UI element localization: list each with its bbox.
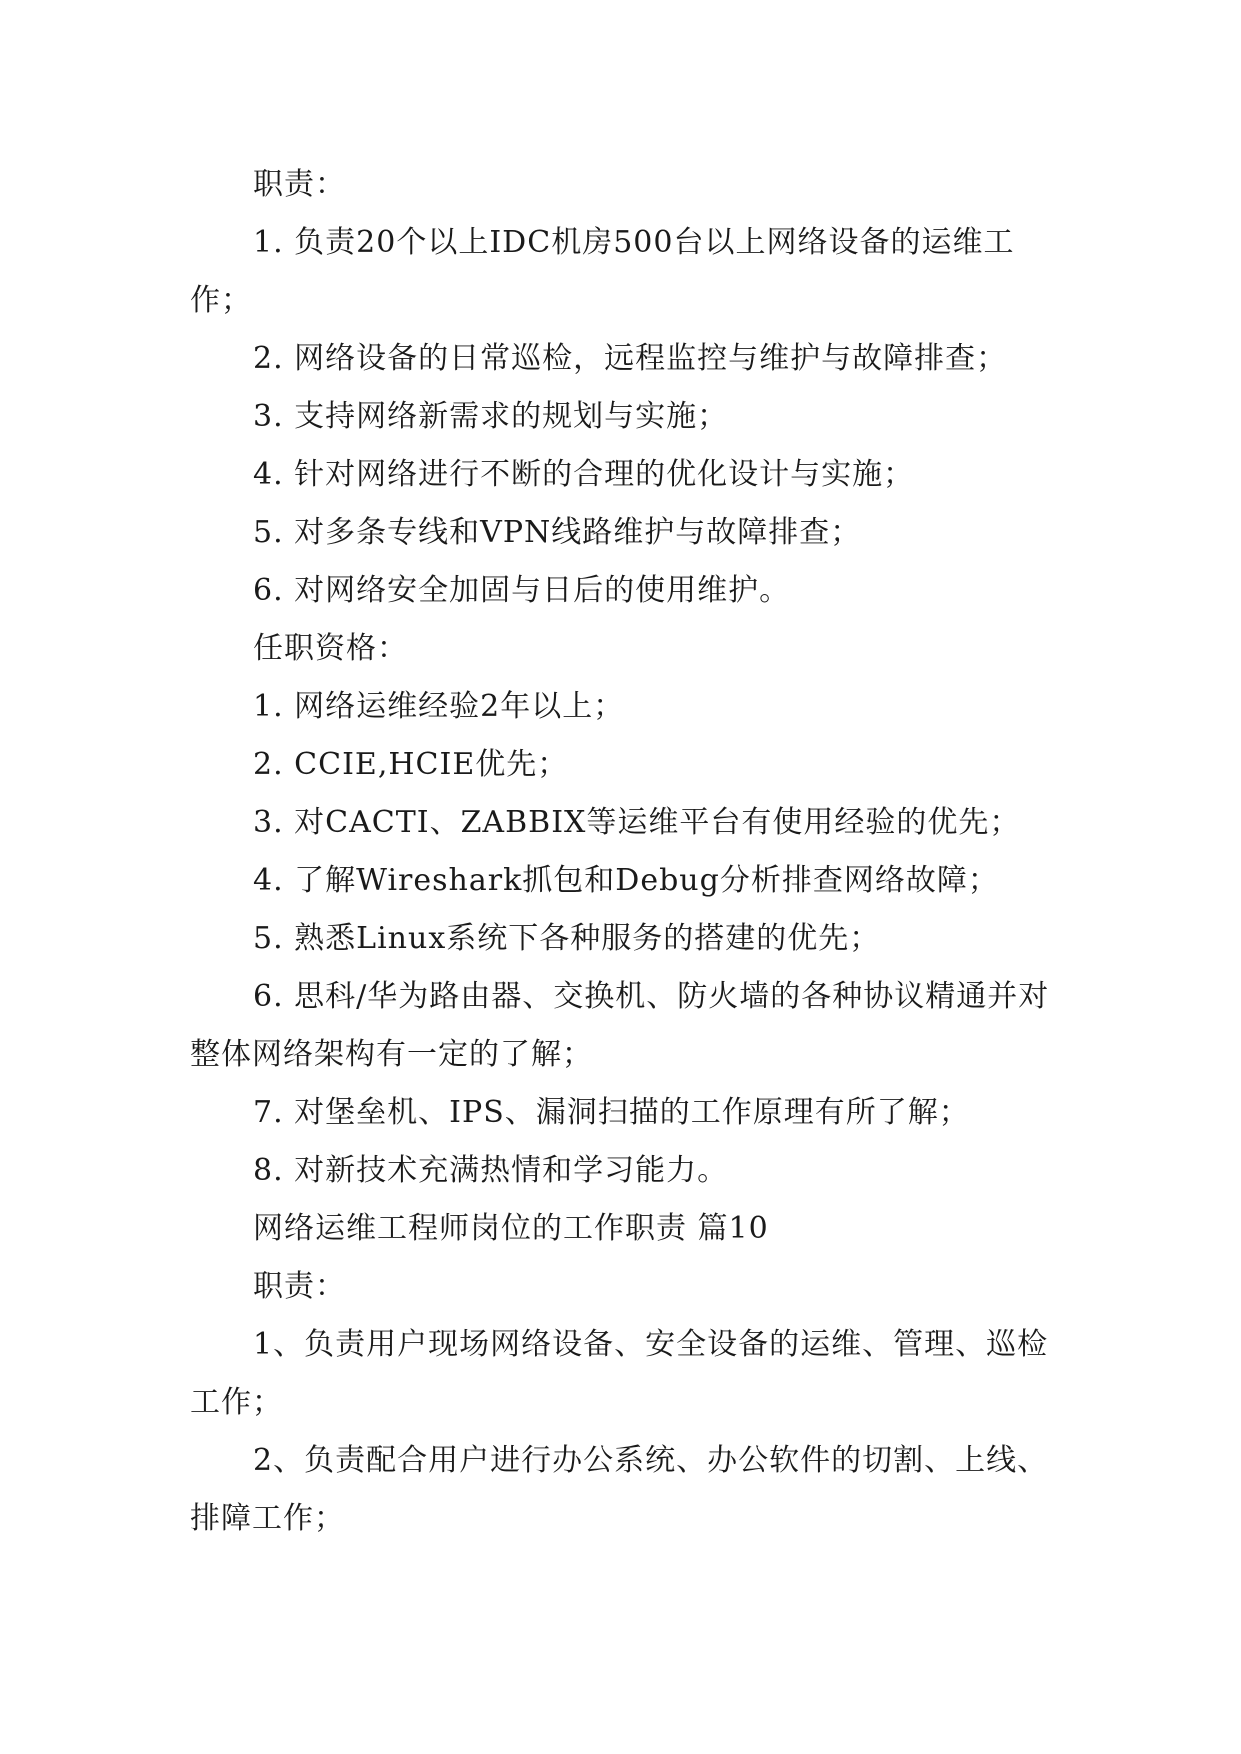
duty-item-5: 5. 对多条专线和VPN线路维护与故障排查； <box>253 515 862 550</box>
duty2-item-2: 2、负责配合用户进行办公系统、办公软件的切割、上线、排障工作； <box>190 1443 1049 1536</box>
qualification-item-1: 1. 网络运维经验2年以上； <box>253 689 625 724</box>
qualification-item-4: 4. 了解Wireshark抓包和Debug分析排查网络故障； <box>253 863 999 898</box>
heading-qualifications: 任职资格： <box>253 631 408 666</box>
duty-item-4: 4. 针对网络进行不断的合理的优化设计与实施； <box>253 457 915 492</box>
qualification-item-3: 3. 对CACTI、ZABBIX等运维平台有使用经验的优先； <box>253 805 1021 840</box>
qualification-item-2: 2. CCIE,HCIE优先； <box>253 747 569 782</box>
duty-item-2: 2. 网络设备的日常巡检，远程监控与维护与故障排查； <box>253 341 1008 376</box>
qualification-item-6: 6. 思科/华为路由器、交换机、防火墙的各种协议精通并对整体网络架构有一定的了解； <box>190 979 1050 1072</box>
qualification-item-8: 8. 对新技术充满热情和学习能力。 <box>253 1153 729 1188</box>
qualification-item-7: 7. 对堡垒机、IPS、漏洞扫描的工作原理有所了解； <box>253 1095 970 1130</box>
duty2-item-1: 1、负责用户现场网络设备、安全设备的运维、管理、巡检 工作； <box>190 1327 1049 1420</box>
heading-duties-2: 职责： <box>253 1269 346 1304</box>
duty-item-6: 6. 对网络安全加固与日后的使用维护。 <box>253 573 791 608</box>
document-body <box>190 156 1060 1548</box>
section-title: 网络运维工程师岗位的工作职责 篇10 <box>253 1211 769 1246</box>
duty-item-1: 1. 负责20个以上IDC机房500台以上网络设备的运维工作； <box>190 225 1015 318</box>
qualification-item-5: 5. 熟悉Linux系统下各种服务的搭建的优先； <box>253 921 881 956</box>
duty-item-3: 3. 支持网络新需求的规划与实施； <box>253 399 729 434</box>
heading-duties: 职责： <box>253 167 346 202</box>
